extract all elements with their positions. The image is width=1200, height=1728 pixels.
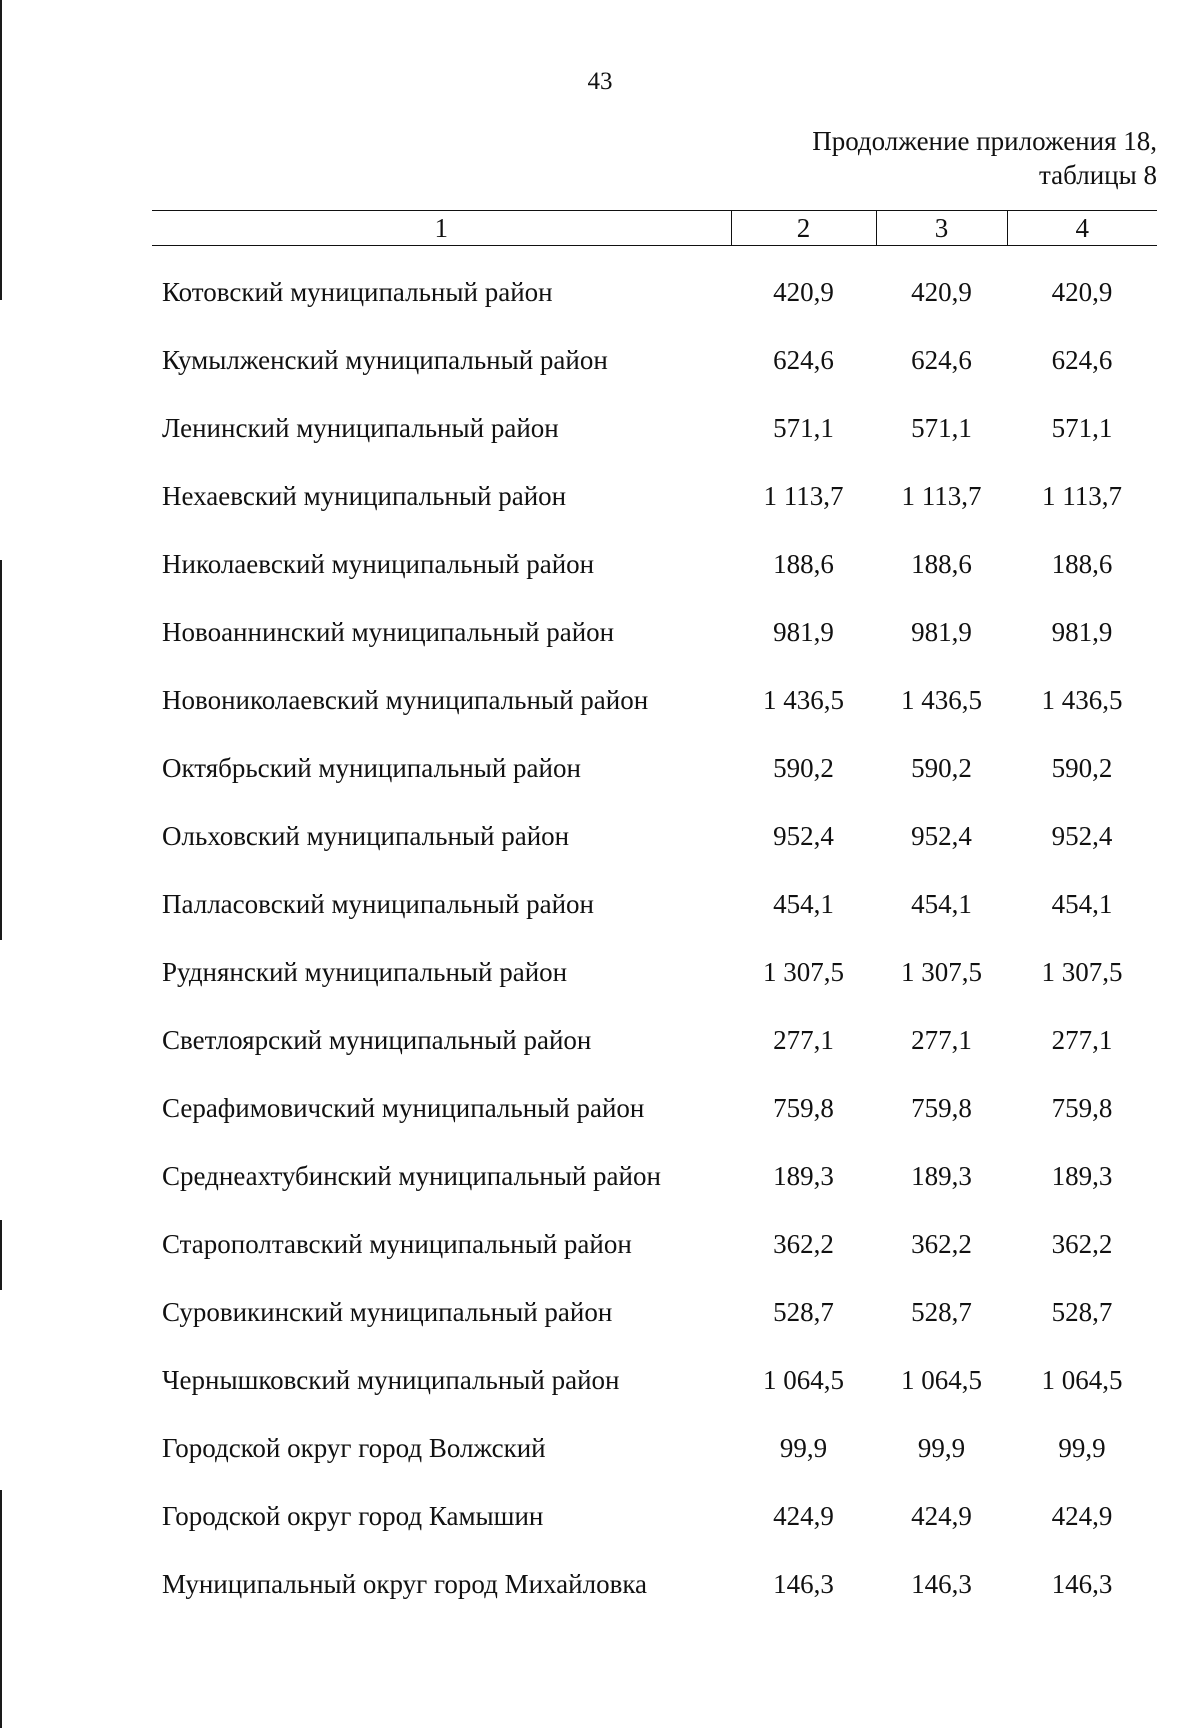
district-name-cell: Котовский муниципальный район (162, 276, 553, 307)
page-number: 43 (587, 68, 613, 95)
scan-edge-mark (0, 1220, 2, 1290)
value-cell-col-2: 571,1 (773, 412, 834, 443)
table-row (152, 802, 1157, 870)
scan-edge-mark (0, 1490, 2, 1728)
value-cell-col-4: 759,8 (1051, 1092, 1113, 1123)
value-cell-col-4: 189,3 (1051, 1160, 1113, 1191)
value-cell-col-2: 1 436,5 (763, 684, 844, 715)
table-row (152, 1142, 1157, 1210)
table-row (152, 1210, 1157, 1278)
appendix-heading-line-1: Продолжение приложения 18, (812, 126, 1157, 156)
data-table (152, 210, 1157, 1618)
table-row (152, 1278, 1157, 1346)
district-name-cell: Николаевский муниципальный район (162, 548, 595, 579)
table-row (152, 938, 1157, 1006)
value-cell-col-3: 188,6 (911, 548, 972, 579)
scan-edge-mark (0, 0, 2, 300)
district-name-cell: Новониколаевский муниципальный район (162, 684, 649, 715)
district-name-cell: Светлоярский муниципальный район (162, 1024, 592, 1055)
value-cell-col-3: 1 436,5 (901, 684, 982, 715)
value-cell-col-4: 1 307,5 (1041, 956, 1123, 987)
table-row (152, 870, 1157, 938)
district-name-cell: Палласовский муниципальный район (162, 888, 594, 919)
value-cell-col-4: 981,9 (1051, 616, 1113, 647)
value-cell-col-4: 952,4 (1051, 820, 1113, 851)
value-cell-col-2: 1 307,5 (763, 956, 844, 987)
value-cell-col-3: 952,4 (911, 820, 972, 851)
district-name-cell: Октябрьский муниципальный район (162, 752, 581, 783)
value-cell-col-3: 981,9 (911, 616, 972, 647)
value-cell-col-4: 590,2 (1051, 752, 1113, 783)
value-cell-col-3: 1 307,5 (901, 956, 982, 987)
district-name-cell: Муниципальный округ город Михайловка (162, 1568, 648, 1599)
value-cell-col-3: 454,1 (911, 888, 972, 919)
column-header: 1 (152, 211, 731, 246)
district-name-cell: Руднянский муниципальный район (162, 956, 568, 987)
appendix-heading (812, 124, 1157, 192)
value-cell-col-4: 424,9 (1051, 1500, 1113, 1531)
value-cell-col-2: 420,9 (773, 276, 834, 307)
value-cell-col-2: 362,2 (773, 1228, 834, 1259)
table-row (152, 666, 1157, 734)
value-cell-col-4: 528,7 (1051, 1296, 1113, 1327)
value-cell-col-4: 571,1 (1051, 412, 1113, 443)
district-name-cell: Серафимовичский муниципальный район (162, 1092, 645, 1123)
value-cell-col-3: 528,7 (911, 1296, 972, 1327)
table-row (152, 598, 1157, 666)
value-cell-col-4: 454,1 (1051, 888, 1113, 919)
value-cell-col-4: 277,1 (1051, 1024, 1113, 1055)
value-cell-col-2: 759,8 (773, 1092, 834, 1123)
column-header: 3 (876, 211, 1007, 246)
table-row (152, 246, 1157, 327)
value-cell-col-2: 952,4 (773, 820, 834, 851)
value-cell-col-3: 277,1 (911, 1024, 972, 1055)
table-row (152, 1414, 1157, 1482)
district-name-cell: Старополтавский муниципальный район (162, 1228, 632, 1259)
table-row (152, 326, 1157, 394)
district-name-cell: Ольховский муниципальный район (162, 820, 570, 851)
district-name-cell: Чернышковский муниципальный район (162, 1364, 620, 1395)
value-cell-col-2: 981,9 (773, 616, 834, 647)
value-cell-col-3: 146,3 (911, 1568, 972, 1599)
column-header: 2 (731, 211, 876, 246)
value-cell-col-4: 1 436,5 (1041, 684, 1123, 715)
scan-edge-mark (0, 560, 2, 940)
value-cell-col-3: 99,9 (917, 1432, 966, 1463)
value-cell-col-3: 1 113,7 (901, 480, 982, 511)
value-cell-col-2: 454,1 (773, 888, 834, 919)
column-header: 4 (1007, 211, 1157, 246)
district-name-cell: Нехаевский муниципальный район (162, 480, 567, 511)
value-cell-col-2: 277,1 (773, 1024, 834, 1055)
district-name-cell: Кумылженский муниципальный район (162, 344, 608, 375)
value-cell-col-2: 424,9 (773, 1500, 834, 1531)
value-cell-col-3: 362,2 (911, 1228, 972, 1259)
district-name-cell: Городской округ город Камышин (162, 1500, 544, 1531)
value-cell-col-4: 146,3 (1051, 1568, 1113, 1599)
table-row (152, 1006, 1157, 1074)
value-cell-col-3: 1 064,5 (901, 1364, 982, 1395)
value-cell-col-4: 1 064,5 (1041, 1364, 1123, 1395)
district-name-cell: Среднеахтубинский муниципальный район (162, 1160, 661, 1191)
value-cell-col-3: 189,3 (911, 1160, 972, 1191)
table-row (152, 530, 1157, 598)
value-cell-col-4: 99,9 (1058, 1432, 1106, 1463)
value-cell-col-4: 188,6 (1051, 548, 1113, 579)
value-cell-col-3: 420,9 (911, 276, 972, 307)
district-name-cell: Суровикинский муниципальный район (162, 1296, 613, 1327)
table-body (152, 246, 1157, 1619)
value-cell-col-2: 624,6 (773, 344, 834, 375)
table-row (152, 462, 1157, 530)
district-name-cell: Городской округ город Волжский (162, 1432, 546, 1463)
value-cell-col-4: 420,9 (1051, 276, 1113, 307)
value-cell-col-2: 99,9 (779, 1432, 828, 1463)
table-row (152, 394, 1157, 462)
value-cell-col-2: 146,3 (773, 1568, 834, 1599)
value-cell-col-2: 528,7 (773, 1296, 834, 1327)
table-row (152, 734, 1157, 802)
value-cell-col-2: 188,6 (773, 548, 834, 579)
value-cell-col-2: 1 064,5 (763, 1364, 844, 1395)
district-name-cell: Новоаннинский муниципальный район (162, 616, 615, 647)
value-cell-col-2: 189,3 (773, 1160, 834, 1191)
value-cell-col-3: 759,8 (911, 1092, 972, 1123)
value-cell-col-2: 1 113,7 (763, 480, 844, 511)
appendix-heading-line-2: таблицы 8 (1039, 160, 1157, 190)
value-cell-col-4: 624,6 (1051, 344, 1113, 375)
district-name-cell: Ленинский муниципальный район (162, 412, 559, 443)
value-cell-col-3: 424,9 (911, 1500, 972, 1531)
table-header-row (152, 211, 1157, 246)
value-cell-col-3: 590,2 (911, 752, 972, 783)
table-row (152, 1550, 1157, 1618)
value-cell-col-3: 624,6 (911, 344, 972, 375)
table-row (152, 1482, 1157, 1550)
table-row (152, 1074, 1157, 1142)
value-cell-col-4: 362,2 (1051, 1228, 1113, 1259)
value-cell-col-3: 571,1 (911, 412, 972, 443)
value-cell-col-4: 1 113,7 (1042, 480, 1122, 511)
table-row (152, 1346, 1157, 1414)
value-cell-col-2: 590,2 (773, 752, 834, 783)
